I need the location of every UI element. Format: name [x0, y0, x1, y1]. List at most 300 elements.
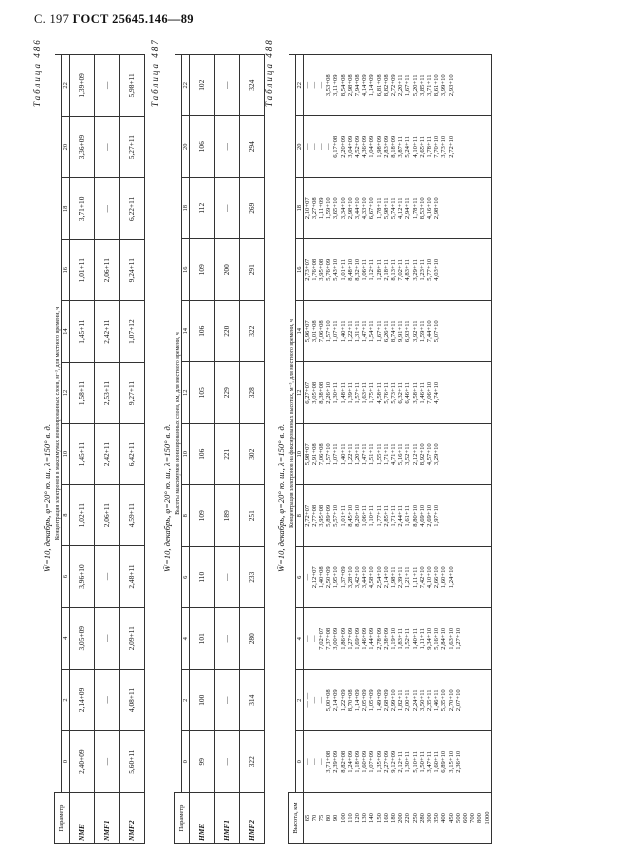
table-cell: 7,42+10	[418, 566, 426, 589]
table-cell: 1,10+11	[368, 504, 376, 527]
table-cell	[484, 118, 491, 177]
table-cell: 1,76+08	[310, 258, 318, 281]
table-cell: 8,74+11	[389, 320, 397, 343]
table-cell: 3,11+09	[332, 74, 340, 97]
table-cell: 322	[239, 731, 264, 793]
table-cell: —	[94, 116, 119, 178]
table-cell	[469, 179, 476, 238]
param-name: NME	[69, 793, 94, 844]
table-cell: 8,45+10	[346, 504, 354, 527]
table-cell: 5,16+10	[433, 627, 441, 650]
table-cell	[462, 548, 469, 607]
table-cell: 3,34+10	[339, 197, 347, 220]
table-cell: 8,61+10	[433, 74, 441, 97]
table-cell: 3,47+11	[425, 750, 433, 773]
table-cell: 1,57+10	[325, 320, 333, 343]
hour-header: 14	[181, 301, 189, 363]
table-487	[174, 54, 265, 844]
table-cell: 5,89+09	[325, 504, 333, 527]
table-cell: 3,96+10	[69, 546, 94, 608]
table-cell: 3,00+09	[332, 627, 340, 650]
hour-header: 6	[181, 547, 189, 609]
height-value: 280	[418, 813, 426, 823]
page-number: С. 197	[34, 12, 70, 26]
height-value: 350	[433, 813, 441, 823]
table-cell: 3,01+08	[310, 320, 318, 343]
table-cell	[448, 364, 455, 423]
table-cell	[455, 548, 462, 607]
table-cell: 8,80+10	[411, 504, 419, 527]
hour-header: 0	[295, 731, 303, 793]
table-cell	[484, 671, 491, 730]
table-cell	[448, 425, 455, 484]
table-cell: —	[310, 81, 318, 89]
table-cell: 294	[239, 116, 264, 178]
table-cell	[462, 302, 469, 361]
table-cell	[484, 364, 491, 423]
table-cell: 1,78+11	[425, 135, 433, 158]
table-cell: 6,27+07	[303, 381, 311, 404]
table-cell: 4,33+10	[361, 197, 369, 220]
height-value: 1000	[483, 811, 491, 825]
hour-header: 14	[61, 301, 69, 363]
table-cell	[462, 241, 469, 300]
table-cell: 1,47+11	[361, 320, 369, 343]
table-cell: 8,82+08	[382, 74, 390, 97]
hour-header: 12	[181, 362, 189, 424]
table-cell: —	[303, 143, 311, 151]
table-cell: —	[303, 635, 311, 643]
table-cell: 5,98+11	[382, 197, 390, 220]
table-cell: 7,94+08	[353, 74, 361, 97]
table-cell: 4,16+10	[425, 197, 433, 220]
value-column	[303, 55, 491, 117]
table-label: Таблица 487	[150, 38, 160, 107]
table-cell: 2,42+11	[94, 424, 119, 485]
hour-header: 6	[295, 547, 303, 609]
table-cell: 324	[239, 55, 264, 117]
table-cell: 2,54+10	[375, 566, 383, 589]
hour-header: 22	[181, 55, 189, 117]
table-cell: 2,99+10	[389, 689, 397, 712]
table-cell: 3,29+11	[411, 258, 419, 281]
param-name: NMF1	[94, 793, 119, 844]
table-cell: 8,38+08	[317, 381, 325, 404]
hour-header: 20	[295, 116, 303, 178]
height-value: 65	[303, 814, 311, 822]
table-cell: 1,67+11	[404, 74, 412, 97]
table-cell: 5,60+11	[119, 731, 144, 793]
table-cell: 4,10+11	[411, 135, 419, 158]
hour-header: 14	[295, 301, 303, 363]
table-cell: 269	[239, 178, 264, 240]
table-cell: 1,06+11	[361, 258, 369, 281]
table-cell: —	[214, 116, 239, 178]
hour-header: 6	[61, 546, 69, 608]
hour-header: 2	[61, 669, 69, 731]
hour-header: 4	[181, 608, 189, 670]
table-cell	[462, 671, 469, 730]
table-cell: 4,59+11	[119, 485, 144, 546]
height-value: 140	[368, 813, 376, 823]
table-cell: 9,12+09	[389, 750, 397, 773]
table-cell: 2,12+07	[310, 566, 318, 589]
table-cell: 1,82+11	[397, 689, 405, 712]
table-cell: 3,53+08	[325, 74, 333, 97]
table-cell: 2,98+10	[433, 197, 441, 220]
table-cell: —	[214, 670, 239, 732]
table-cell: 3,42+10	[353, 566, 361, 589]
table-cell: 1,57+10	[325, 443, 333, 466]
table-cell: 2,20+11	[397, 74, 405, 97]
table-486	[54, 54, 145, 844]
table-cell: 1,45+11	[69, 424, 94, 485]
table-cell: —	[214, 608, 239, 670]
table-cell: 3,71+11	[425, 74, 433, 97]
table-cell: 3,04+09	[346, 135, 354, 158]
value-column	[303, 608, 491, 670]
table-cell	[469, 364, 476, 423]
table-cell: 5,27+11	[119, 116, 144, 178]
table-cell	[448, 302, 455, 361]
height-value: 200	[397, 813, 405, 823]
table-cell	[455, 425, 462, 484]
table-cell	[484, 179, 491, 238]
table-cell: 4,14+09	[361, 74, 369, 97]
param-name: NMF2	[119, 793, 144, 844]
page-header	[34, 12, 194, 27]
table-cell: 2,94+11	[404, 197, 412, 220]
table-cell: 106	[189, 424, 214, 486]
table-cell: 1,46+11	[433, 689, 441, 712]
table-cell: 2,84+10	[440, 627, 448, 650]
table-cell: —	[310, 143, 318, 151]
table-cell: —	[214, 178, 239, 240]
table-cell	[469, 425, 476, 484]
table-cell: 1,07+09	[368, 750, 376, 773]
table-cell: 2,39+09	[332, 750, 340, 773]
table-cell: 3,44+10	[353, 197, 361, 220]
hour-header: 18	[295, 178, 303, 240]
table-cell	[469, 118, 476, 177]
table-cell: 2,24+11	[411, 689, 419, 712]
table-cell: 291	[239, 239, 264, 301]
table-cell: 1,27+10	[454, 627, 462, 650]
value-column	[303, 670, 491, 732]
table-cell: 2,12+11	[397, 750, 405, 773]
table-cell: 102	[189, 55, 214, 117]
table-cell: 2,12+11	[411, 443, 419, 466]
table-cell	[462, 56, 469, 115]
height-value: 600	[461, 813, 469, 823]
height-value: 70	[310, 814, 318, 822]
height-value: 700	[469, 813, 477, 823]
table-cell: 251	[239, 485, 264, 547]
table-cell: 1,45+11	[69, 301, 94, 363]
table-cell	[476, 548, 483, 607]
table-cell: 1,31+11	[353, 320, 361, 343]
table-cell: 2,69+10	[425, 504, 433, 527]
table-cell: 106	[189, 301, 214, 363]
table-cell: —	[94, 607, 119, 669]
table-cell: 1,40+08	[317, 566, 325, 589]
table-cell	[484, 548, 491, 607]
table-cell: 2,85+11	[382, 504, 390, 527]
table-cell: 1,60+11	[433, 750, 441, 773]
table-cell: 100	[189, 670, 214, 732]
table-cell: 1,83+11	[397, 627, 405, 650]
table-cell: 3,85+11	[418, 74, 426, 97]
table-cell: 1,05+09	[368, 689, 376, 712]
table-cell: 3,44+10	[361, 566, 369, 589]
table-cell: 6,67+10	[368, 197, 376, 220]
table-cell: 2,98+10	[346, 197, 354, 220]
value-column	[303, 178, 491, 240]
table-cell: 2,72+10	[447, 135, 455, 158]
table-cell	[455, 302, 462, 361]
table-cell: 3,29+10	[433, 443, 441, 466]
table-cell: 9,27+11	[119, 362, 144, 423]
hour-header: 4	[61, 607, 69, 669]
table-cell: 105	[189, 362, 214, 424]
hour-header: 22	[295, 55, 303, 117]
table-cell: 1,35+09	[375, 750, 383, 773]
table-caption: W̄=10, декабрь, φ=20° ю. ш., λ=150° в. д.	[162, 424, 172, 572]
table-cell: 3,73+10	[440, 135, 448, 158]
table-cell: 5,98+11	[119, 55, 144, 117]
table-cell	[440, 302, 447, 361]
table-cell: 3,50+11	[418, 689, 426, 712]
hour-header: 16	[295, 239, 303, 301]
table-cell	[484, 733, 491, 792]
table-cell: 1,77+11	[375, 504, 383, 527]
table-cell: 1,07+11	[332, 443, 340, 466]
height-value: 110	[346, 813, 354, 823]
table-cell: 3,05+08	[310, 381, 318, 404]
hour-header: 2	[181, 670, 189, 732]
table-cell	[476, 118, 483, 177]
table-cell: 9,24+11	[119, 240, 144, 301]
table-cell	[462, 364, 469, 423]
table-cell	[448, 487, 455, 546]
value-column	[303, 547, 491, 609]
table-cell: 1,04+09	[368, 135, 376, 158]
table-cell: 2,66+10	[433, 566, 441, 589]
table-cell: 7,44+10	[425, 320, 433, 343]
table-cell: —	[94, 669, 119, 731]
table-cell: 5,10+11	[411, 750, 419, 773]
table-cell: 4,36+09	[361, 135, 369, 158]
table-cell: 2,42+11	[94, 301, 119, 363]
table-cell: 8,32+10	[353, 258, 361, 281]
param-header: Высота, км	[289, 793, 304, 844]
table-cell	[462, 733, 469, 792]
table-cell: 3,95+08	[317, 258, 325, 281]
table-cell: 1,39+09	[69, 55, 94, 117]
table-cell: 2,10+07	[303, 197, 311, 220]
table-cell: 3,58+11	[411, 381, 419, 404]
table-cell: 1,14+09	[353, 689, 361, 712]
table-cell: —	[214, 731, 239, 793]
table-cell	[476, 364, 483, 423]
table-cell: 1,63+11	[361, 381, 369, 404]
column-group-header: Концентрация электронов в максимумах ионизированных слоев, м⁻³, для местного времени, ч	[55, 55, 62, 793]
table-cell	[455, 179, 462, 238]
table-cell: 3,65+10	[332, 197, 340, 220]
table-cell: 1,11+11	[418, 628, 426, 650]
table-cell: 8,82+08	[339, 750, 347, 773]
table-cell: 1,50+11	[418, 750, 426, 773]
table-row	[303, 55, 491, 844]
table-cell: 7,02+11	[397, 258, 405, 281]
height-value: 75	[317, 814, 325, 822]
table-cell	[476, 179, 483, 238]
table-cell: 1,21+11	[404, 566, 412, 589]
hour-header: 20	[61, 116, 69, 178]
table-cell: 1,14+09	[368, 74, 376, 97]
table-cell: —	[303, 81, 311, 89]
param-name: HMF1	[214, 793, 239, 844]
table-cell: 1,67+11	[375, 320, 383, 343]
table-cell	[462, 179, 469, 238]
table-cell: 4,52+09	[353, 135, 361, 158]
height-value: 500	[454, 813, 462, 823]
table-cell: 2,20+09	[339, 135, 347, 158]
table-cell	[440, 241, 447, 300]
table-cell: 1,63+10	[447, 627, 455, 650]
table-cell: 3,95+08	[317, 504, 325, 527]
table-cell: 5,57+10	[332, 504, 340, 527]
table-cell	[484, 610, 491, 669]
table-cell: 1,58+11	[69, 362, 94, 423]
height-value: 130	[361, 813, 369, 823]
table-cell: 3,71+10	[69, 178, 94, 240]
table-cell	[484, 487, 491, 546]
table-cell: 8,53+10	[418, 197, 426, 220]
hour-header: 16	[181, 239, 189, 301]
table-cell: 2,39+11	[397, 566, 405, 589]
table-cell: 2,07+10	[454, 689, 462, 712]
value-column	[303, 301, 491, 363]
table-cell: 99	[189, 731, 214, 793]
height-value: 100	[339, 813, 347, 823]
table-cell: 1,57+11	[353, 381, 361, 404]
table-cell: 1,59+10	[325, 197, 333, 220]
table-cell	[448, 241, 455, 300]
table-cell: 1,48+11	[339, 381, 347, 404]
table-cell: 5,35+10	[440, 689, 448, 712]
table-cell: 8,20+10	[353, 504, 361, 527]
height-value: 120	[353, 813, 361, 823]
table-cell: 7,70+10	[433, 135, 441, 158]
table-cell: 2,05+09	[361, 689, 369, 712]
table-cell	[462, 425, 469, 484]
table-cell: 5,76+09	[325, 258, 333, 281]
table-row	[69, 55, 94, 844]
table-cell	[455, 118, 462, 177]
table-cell: 9,91+11	[397, 320, 405, 343]
table-cell: 5,43+10	[332, 258, 340, 281]
value-column	[303, 731, 491, 793]
table-cell: 2,36+10	[454, 750, 462, 773]
value-column	[303, 116, 491, 178]
table-cell: 7,06+10	[425, 381, 433, 404]
table-cell: 6,81+08	[375, 74, 383, 97]
table-cell: 2,14+10	[382, 566, 390, 589]
table-cell: 3,87+11	[397, 135, 405, 158]
table-cell: 2,65+11	[418, 135, 426, 158]
table-cell: 6,89+10	[440, 750, 448, 773]
value-column	[303, 239, 491, 301]
table-cell: 2,72+09	[389, 74, 397, 97]
table-row	[214, 55, 239, 844]
table-cell: 280	[239, 608, 264, 670]
table-row	[239, 55, 264, 844]
table-cell: 1,22+11	[346, 443, 354, 466]
table-cell	[455, 241, 462, 300]
table-cell: 1,06+11	[361, 504, 369, 527]
hour-header: 2	[295, 670, 303, 732]
hour-header: 8	[61, 485, 69, 546]
table-cell: —	[310, 696, 318, 704]
table-cell: 109	[189, 239, 214, 301]
table-cell: 322	[239, 301, 264, 363]
table-cell	[455, 56, 462, 115]
table-label: Таблица 486	[32, 38, 42, 107]
table-cell: 1,78+11	[411, 197, 419, 220]
table-cell	[469, 610, 476, 669]
table-cell: 5,07+10	[433, 320, 441, 343]
table-cell: 1,78+11	[375, 197, 383, 220]
height-value: 160	[382, 813, 390, 823]
table-cell: 1,60+10	[440, 566, 448, 589]
table-cell: 5,76+11	[382, 381, 390, 404]
table-cell: 1,19+10	[389, 627, 397, 650]
table-cell: 1,61+11	[404, 504, 412, 527]
table-cell: 4,74+10	[433, 381, 441, 404]
table-cell: 6,93+11	[404, 320, 412, 343]
table-cell: 4,08+11	[119, 669, 144, 731]
height-value: 80	[325, 814, 333, 822]
height-value: 400	[440, 813, 448, 823]
table-cell: 1,27+09	[346, 627, 354, 650]
table-cell: 2,14+09	[332, 689, 340, 712]
table-cell: 9,34+10	[425, 627, 433, 650]
table-cell	[484, 425, 491, 484]
table-cell: 1,11+11	[411, 566, 419, 588]
table-cell: 2,77+08	[310, 504, 318, 527]
height-value: 450	[447, 813, 455, 823]
table-cell	[476, 56, 483, 115]
table-cell: 1,98+11	[389, 566, 397, 589]
table-cell: 3,28+10	[346, 566, 354, 589]
table-cell: 5,16+11	[397, 443, 405, 466]
table-cell: 1,11+09	[317, 197, 325, 220]
table-cell: 5,20+11	[411, 74, 419, 97]
table-row	[94, 55, 119, 844]
table-cell	[440, 179, 447, 238]
height-value: 180	[389, 813, 397, 823]
table-cell: 5,77+10	[425, 258, 433, 281]
table-cell: 1,28+11	[375, 258, 383, 281]
table-cell	[440, 425, 447, 484]
table-cell: 6,26+11	[382, 320, 390, 343]
table-cell	[469, 56, 476, 115]
table-cell: 1,18+09	[353, 750, 361, 773]
table-cell: 1,95+10	[332, 566, 340, 589]
hour-header: 0	[181, 731, 189, 793]
table-cell: 1,20+11	[353, 443, 361, 466]
